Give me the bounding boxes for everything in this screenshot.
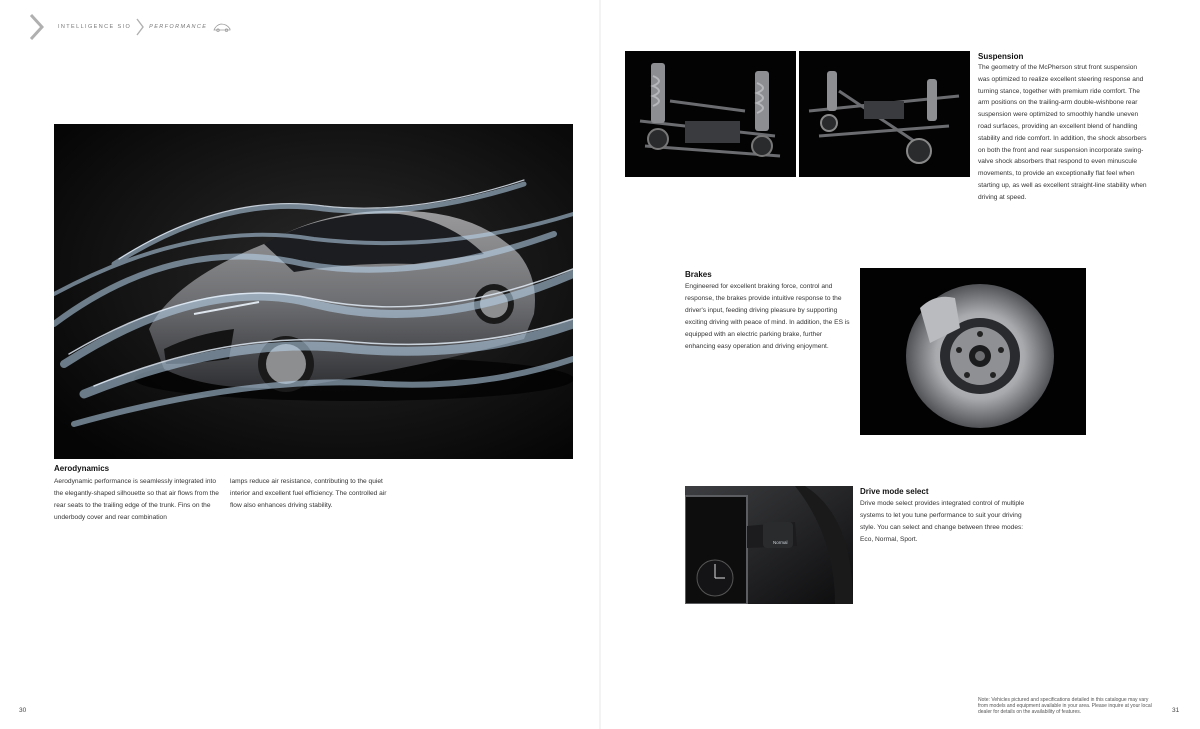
drive-mode-photo	[685, 486, 853, 604]
rear-suspension-photo	[799, 51, 970, 177]
brakes-text: Engineered for excellent braking force, control and response, the brakes provide intuitive response to the driver's input, feeding driving pleasure by supporting exciting driving with peace of mind. In addition, the ES is equipped with an electric parking brake, further enhancing easy operation and driving enjoyment.	[685, 283, 850, 350]
drive-mode-text: Drive mode select provides integrated control of multiple systems to let you tune performance to suit your driving style. You can select and change between three modes: Eco, Normal, Sport.	[860, 500, 1025, 543]
aerodynamics-photo	[54, 124, 573, 459]
brakes-title: Brakes	[685, 270, 712, 279]
front-suspension-photo	[625, 51, 796, 177]
aerodynamics-title: Aerodynamics	[54, 464, 110, 473]
aerodynamics-text-col2: lamps reduce air resistance, contributing to the quiet interior and excellent fuel efficiency. The controlled air flow also enhances driving stability.	[230, 478, 387, 509]
breadcrumb-subsection: PERFORMANCE	[149, 24, 208, 30]
page-number-left: 30	[19, 707, 27, 714]
breadcrumb	[28, 14, 231, 40]
breadcrumb-section: INTELLIGENCE SIO	[58, 24, 132, 30]
disclaimer-note: Note: Vehicles pictured and specifications detailed in this catalogue may vary from models and equipment available in your area. Please inquire at your local dealer for details on the availability of features.	[978, 697, 1152, 715]
suspension-text: The geometry of the McPherson strut front suspension was optimized to realize excellent steering response and turning stance, together with premium ride comfort. The arm positions on the trailing-arm double-wishbone rear suspension were optimized to smoothly handle uneven road surfaces, providing an excellent blend of handling stability and ride comfort. In addition, the shock absorbers on both the front and rear suspension incorporate swing-valve shock absorbers that respond to even minuscule movements, to provide an exceptionally flat feel when starting up, as well as excellent straight-line stability when driving at speed.	[978, 64, 1147, 201]
drive-mode-title: Drive mode select	[860, 487, 929, 496]
suspension-title: Suspension	[978, 52, 1024, 61]
car-icon	[213, 22, 231, 32]
chevron-right-icon	[135, 18, 145, 36]
brake-disc-photo	[860, 268, 1086, 435]
chevron-right-icon	[28, 14, 44, 40]
drive-mode-dial-label: Normal	[773, 540, 788, 545]
page-gutter	[599, 0, 601, 729]
page-number-right: 31	[1172, 707, 1180, 714]
aerodynamics-text-col1: Aerodynamic performance is seamlessly integrated into the elegantly-shaped silhouette so that air flows from the rear seats to the trailing edge of the trunk. Fins on the underbody cover and rear combination	[54, 478, 219, 521]
